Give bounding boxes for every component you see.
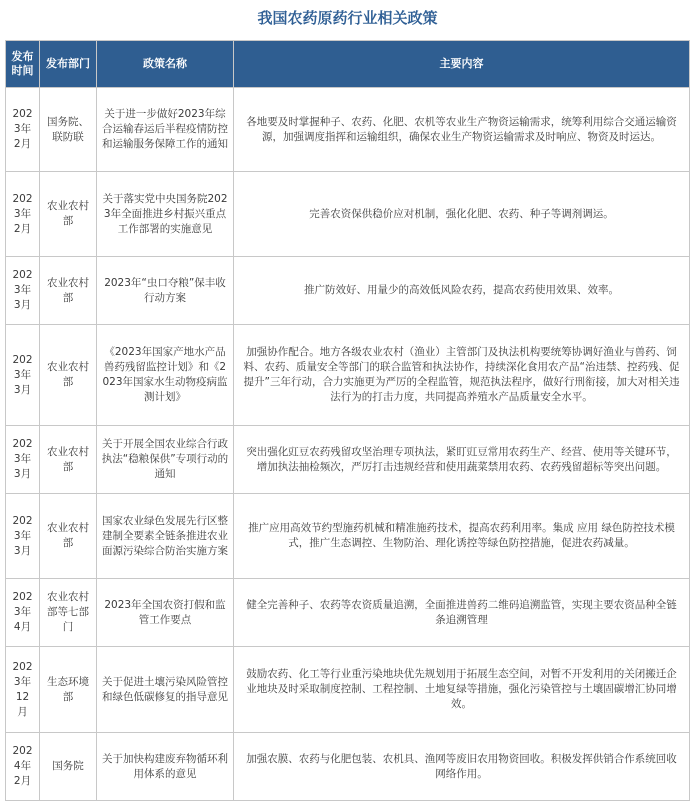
table-row — [6, 579, 690, 647]
cell-policy-name: 2023年全国农资打假和监管工作要点 — [97, 579, 234, 647]
cell-policy-name: 国家农业绿色发展先行区整建制全要素全链条推进农业面源污染综合防治实施方案 — [97, 494, 234, 579]
table-row — [6, 733, 690, 801]
cell-content: 加强协作配合。地方各级农业农村（渔业）主管部门及执法机构要统筹协调好渔业与兽药、饲料、农药、质量安全等部门的联合监管和执法协作，持续深化食用农产品“治违禁、控药残、促提升”三年行动，合力实施更为严厉的全程监管，规范执法程序，做好行刑衔接，加大对相关违法行为的打击力度，共同提高养殖水产品质量安全水平。 — [234, 325, 690, 426]
cell-dept: 国务院、联防联 — [40, 88, 97, 172]
cell-date: 2023年2月 — [6, 88, 40, 172]
cell-content: 完善农资保供稳价应对机制，强化化肥、农药、种子等调剂调运。 — [234, 172, 690, 257]
header-date: 发布时间 — [6, 41, 40, 88]
cell-date: 2023年3月 — [6, 494, 40, 579]
cell-dept: 生态环境部 — [40, 647, 97, 733]
cell-date: 2023年2月 — [6, 172, 40, 257]
table-row — [6, 325, 690, 426]
cell-dept: 农业农村部 — [40, 426, 97, 494]
cell-date: 2023年3月 — [6, 325, 40, 426]
cell-dept: 农业农村部 — [40, 257, 97, 325]
cell-policy-name: 关于促进土壤污染风险管控和绿色低碳修复的指导意见 — [97, 647, 234, 733]
header-dept: 发布部门 — [40, 41, 97, 88]
cell-content: 突出强化豇豆农药残留攻坚治理专项执法，紧盯豇豆常用农药生产、经营、使用等关键环节，增加执法抽检频次，严厉打击违规经营和使用蔬菜禁用农药、农药残留超标等突出问题。 — [234, 426, 690, 494]
header-name: 政策名称 — [97, 41, 234, 88]
header-content: 主要内容 — [234, 41, 690, 88]
table-row — [6, 172, 690, 257]
cell-content: 各地要及时掌握种子、农药、化肥、农机等农业生产物资运输需求，统筹利用综合交通运输资源，加强调度指挥和运输组织，确保农业生产物资运输需求及时响应、物资及时运达。 — [234, 88, 690, 172]
cell-date: 2024年2月 — [6, 733, 40, 801]
table-row — [6, 494, 690, 579]
cell-content: 加强农膜、农药与化肥包装、农机具、渔网等废旧农用物资回收。积极发挥供销合作系统回收网络作用。 — [234, 733, 690, 801]
cell-content: 健全完善种子、农药等农资质量追溯，全面推进兽药二维码追溯监管，实现主要农资品种全链条追溯管理 — [234, 579, 690, 647]
cell-policy-name: 关于开展全国农业综合行政执法“稳粮保供”专项行动的通知 — [97, 426, 234, 494]
cell-content: 推广防效好、用量少的高效低风险农药，提高农药使用效果、效率。 — [234, 257, 690, 325]
page-title: 我国农药原药行业相关政策 — [257, 8, 438, 27]
cell-date: 2023年3月 — [6, 426, 40, 494]
table-row — [6, 88, 690, 172]
table-row — [6, 426, 690, 494]
table-row — [6, 257, 690, 325]
cell-policy-name: 关于落实党中央国务院2023年全面推进乡村振兴重点工作部署的实施意见 — [97, 172, 234, 257]
cell-content: 推广应用高效节约型施药机械和精准施药技术，提高农药利用率。集成 应用 绿色防控技术模式，推广生态调控、生物防治、理化诱控等绿色防控措施，促进农药减量。 — [234, 494, 690, 579]
cell-dept: 农业农村部 — [40, 325, 97, 426]
cell-content: 鼓励农药、化工等行业重污染地块优先规划用于拓展生态空间，对暂不开发利用的关闭搬迁企业地块及时采取制度控制、工程控制、土地复绿等措施，强化污染管控与土壤固碳增汇协同增效。 — [234, 647, 690, 733]
cell-policy-name: 关于加快构建废弃物循环利用体系的意见 — [97, 733, 234, 801]
cell-policy-name: 《2023年国家产地水产品兽药残留监控计划》和《2023年国家水生动物疫病监测计划》 — [97, 325, 234, 426]
cell-dept: 农业农村部等七部门 — [40, 579, 97, 647]
cell-date: 2023年4月 — [6, 579, 40, 647]
cell-dept: 农业农村部 — [40, 494, 97, 579]
policy-table — [5, 40, 690, 801]
cell-policy-name: 2023年“虫口夺粮”保丰收行动方案 — [97, 257, 234, 325]
cell-dept: 农业农村部 — [40, 172, 97, 257]
cell-dept: 国务院 — [40, 733, 97, 801]
cell-date: 2023年3月 — [6, 257, 40, 325]
table-header-row — [6, 41, 690, 88]
table-row — [6, 647, 690, 733]
cell-policy-name: 关于进一步做好2023年综合运输春运后半程疫情防控和运输服务保障工作的通知 — [97, 88, 234, 172]
cell-date: 2023年12月 — [6, 647, 40, 733]
